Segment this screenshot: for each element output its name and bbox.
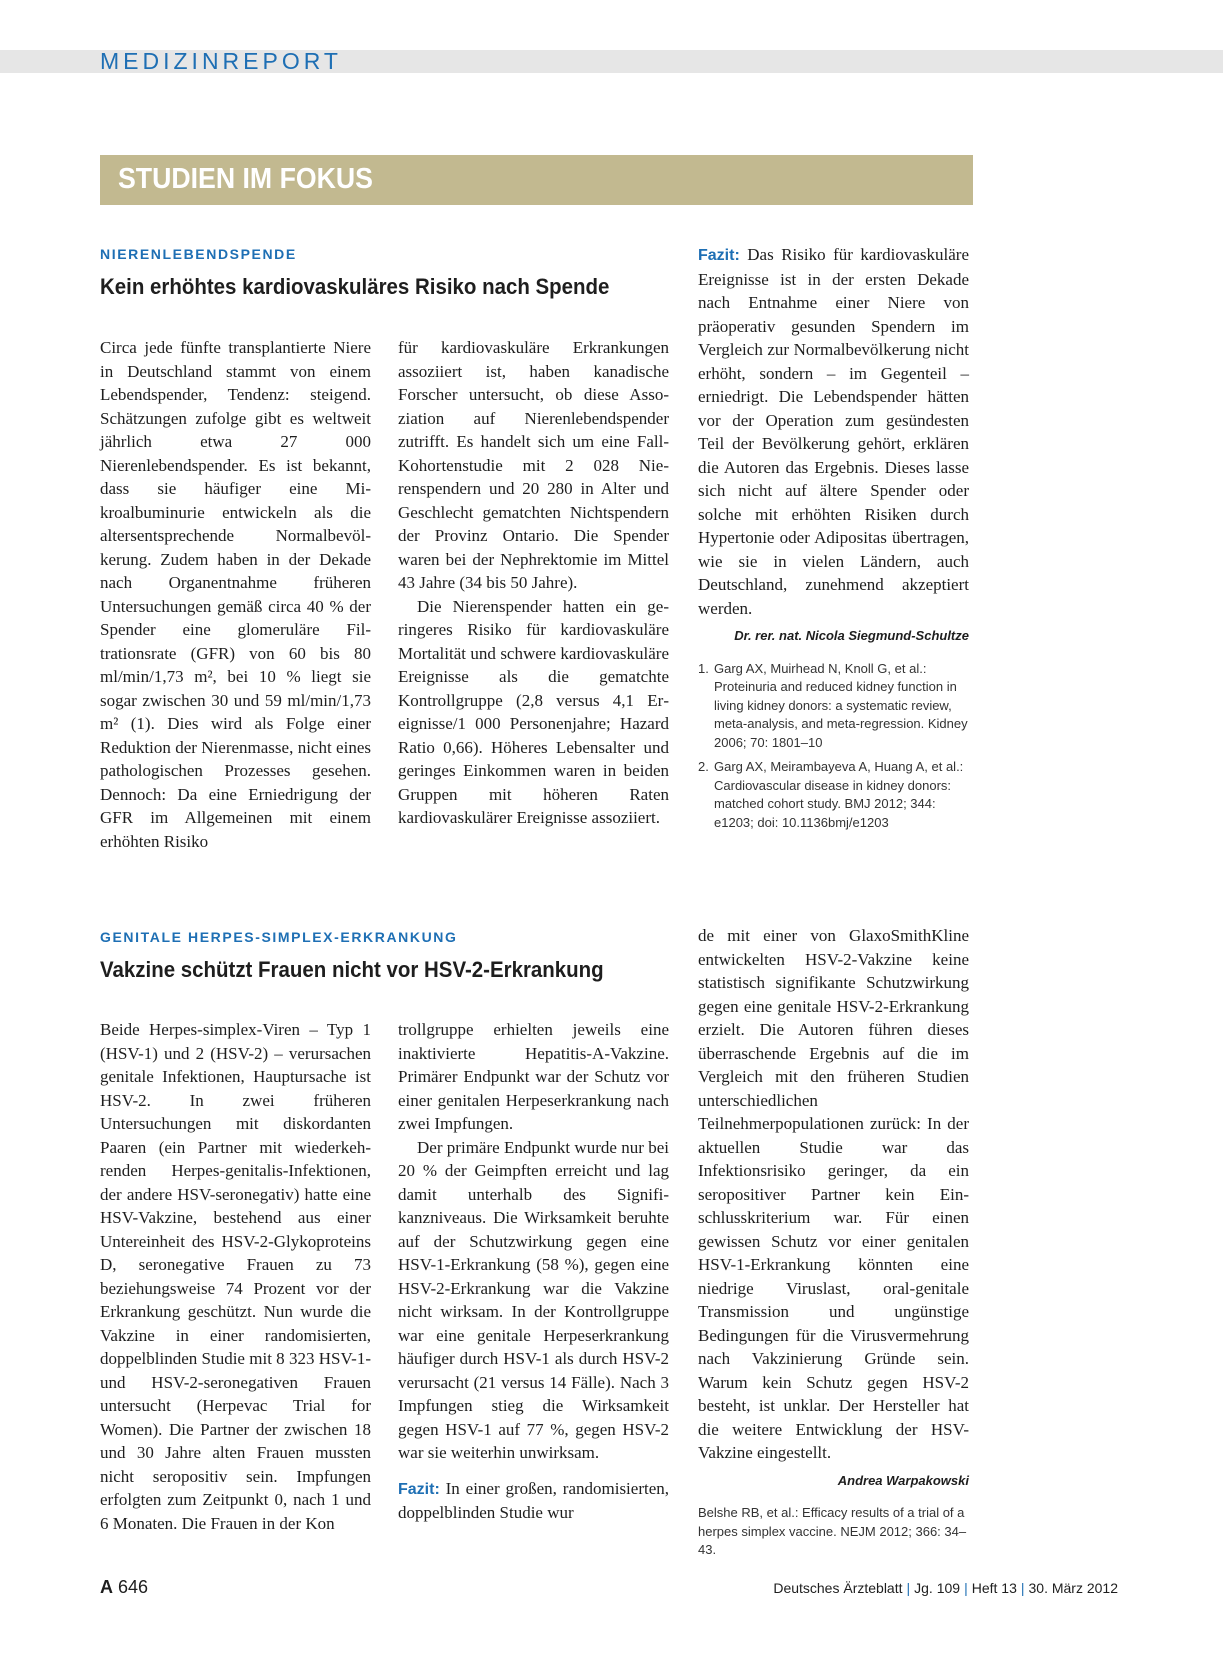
reference-item: 2. Garg AX, Meirambayeva A, Huang A, et al.: Cardiovascular disease in kidney donors: matched cohort study. BMJ 2012; 344: e1203; doi: 10.1136bmj/e1203 [698, 759, 964, 830]
article1-kicker: NIERENLEBENDSPENDE [100, 246, 297, 262]
fazit-label: Fazit: [398, 1480, 440, 1498]
article1-fazit-text: Das Risiko für kardiovaskuläre Ereignisse ist in der ersten Dekade nach Entnahme einer Niere von präoperativ gesunden Spendern im Vergleich zur Normalbevölkerung nicht erhöht, sondern – im Gegenteil – erniedrigt. Die Lebendspender hätten vor der Operation zum gesündesten Teil der Bevölkerung gehört, erklären die Autoren das Ergebnis. Dieses lasse sich nicht auf ältere Spender oder solche mit erhöhten Risiken durch Hypertonie oder Adipositas übertragen, wie sie in vielen Ländern, auch Deutschland, zunehmend akzeptiert werden. [698, 245, 969, 618]
article2-headline: Vakzine schützt Frauen nicht vor HSV-2-Erkrankung [100, 957, 604, 982]
article2-col1-text: Beide Herpes-simplex-Viren – Typ 1 (HSV-1) und 2 (HSV-2) – verursachen genitale Infektionen, Hauptursache ist HSV-2. In zwei früheren Untersuchungen mit diskordanten Paaren (ein Partner mit wiederkehrenden Herpes-genitalis-Infektionen, der andere HSV-seronegativ) hatte eine HSV-Vakzine, bestehend aus einer Untereinheit des HSV-2-Glykoproteins D, seronegative Frauen zu 73 beziehungsweise 74 Prozent vor der Erkrankung geschützt. Nun wurde die Vakzine in einer randomisierten, doppelblinden Studie mit 8 323 HSV-1- und HSV-2-seronegativen Frauen untersucht (Herpevac Trial for Women). Die Partner der zwischen 18 und 30 Jahre alten Frauen mussten nicht seropositiv sein. Impfungen erfolgten zum Zeitpunkt 0, nach 1 und 6 Monaten. Die Frauen in der Kon [100, 1020, 371, 1533]
article1-author: Dr. rer. nat. Nicola Siegmund-Schultze [734, 628, 969, 643]
article2-column-2 [398, 1018, 669, 1525]
article1-column-3 [698, 243, 969, 838]
reference-item: 1. Garg AX, Muirhead N, Knoll G, et al.: Proteinuria and reduced kidney function in living kidney donors: a systematic review, meta-analysis, and meta-regression. Kidney 2006; 70: 1801–10 [698, 660, 968, 750]
article2-col2-paragraph-2: Der primäre Endpunkt wurde nur bei 20 % der Geimpften erreicht und lag damit unterhalb des Signifikanzniveaus. Die Wirksamkeit beruhte auf der Schutzwirkung gegen eine HSV-1-Erkrankung (58 %), gegen eine HSV-2-Erkrankung war die Vakzine nicht wirksam. In der Kontrollgruppe war eine genitale Herpeserkrankung häufiger durch HSV-1 als durch HSV-2 verursacht (21 versus 14 Fälle). Nach 3 Impfungen stieg die Wirksamkeit gegen HSV-1 auf 77 %, gegen HSV-2 war sie weiterhin unwirksam. [398, 1137, 669, 1462]
article2-fazit [398, 1477, 669, 1525]
studien-banner [100, 155, 973, 205]
article2-column-1 [100, 1018, 371, 1535]
journal-issue: Heft 13 [971, 1580, 1017, 1596]
section-label: MEDIZINREPORT [100, 48, 342, 74]
journal-footer: Deutsches Ärzteblatt | Jg. 109 | Heft 13 | 30. März 2012 [773, 1580, 1118, 1596]
fazit-label: Fazit: [698, 247, 740, 264]
article2-kicker: GENITALE HERPES-SIMPLEX-ERKRANKUNG [100, 929, 458, 945]
article2-col2-paragraph-1: trollgruppe erhielten jeweils eine inaktivierte Hepatitis-A-Vakzine. Primärer Endpunkt war der Schutz vor einer genitalen Herpeserkrankung nach zwei Impfungen. [398, 1020, 669, 1133]
journal-date: 30. März 2012 [1028, 1580, 1118, 1596]
article1-column-2 [398, 336, 669, 830]
page-number: A 646 [100, 1577, 149, 1597]
journal-name: Deutsches Ärzteblatt [773, 1580, 903, 1596]
article1-fazit [698, 243, 969, 620]
article1-col1-text: Circa jede fünfte transplantierte Niere in Deutschland stammt von einem Lebendspender, Tendenz: steigend. Schätzungen zufolge gibt es weltweit jährlich etwa 27 000 Nierenlebendspender. Es ist bekannt, dass sie häufiger eine Mikroalbuminurie entwickeln als die altersentsprechende Normalbevölkerung. Zudem haben in der Dekade nach Organentnahme früheren Untersuchungen gemäß circa 40 % der Spender eine glomeruläre Filtrationsrate (GFR) von 60 bis 80 ml/min/1,73 m², bei 10 % liegt sie sogar zwischen 30 und 59 ml/​min/1,73 m² (1). Dies wird als Folge einer Reduktion der Nierenmasse, nicht eines pathologischen Prozesses gesehen. Dennoch: Da eine Erniedrigung der GFR im Allgemeinen mit einem erhöhten Risiko [100, 338, 371, 851]
article1-headline: Kein erhöhtes kardiovaskuläres Risiko nach Spende [100, 274, 610, 299]
article1-col2-paragraph-2: Die Nierenspender hatten ein geringeres Risiko für kardiovaskuläre Mortalität und schwere kardiovaskuläre Ereignisse als die gematchte Kontrollgruppe (2,8 versus 4,1 Ereignisse/1 000 Personenjahre; Hazard Ratio 0,66). Höheres Lebensalter und geringes Einkommen waren in beiden Gruppen mit höheren Raten kardiovaskulärer Ereignisse assoziiert. [398, 596, 669, 827]
article2-fazit-text: In einer großen, randomisierten, doppelblinden Studie wur [398, 1478, 670, 1522]
article2-author: Andrea Warpakowski [837, 1472, 969, 1488]
journal-volume: Jg. 109 [914, 1580, 961, 1596]
article2-reference: Belshe RB, et al.: Efficacy results of a trial of a herpes simplex vaccine. NEJM 2012; 366: 34–43. [698, 1505, 967, 1557]
banner-title: STUDIEN IM FOKUS [118, 163, 373, 195]
article1-references [698, 660, 969, 833]
article1-col2-paragraph-1: für kardiovaskuläre Erkrankungen assoziiert ist, haben kanadische Forscher untersucht, ob diese Assoziation auf Nierenlebendspender zutrifft. Es handelt sich um eine Fall-Kohortenstudie mit 2 028 Nierenspendern und 20 280 in Alter und Geschlecht gematchten Nichtspendern der Provinz Ontario. Die Spender waren bei der Nephrektomie im Mittel 43 Jahre (34 bis 50 Jahre). [398, 338, 669, 592]
article1-column-1 [100, 336, 371, 853]
article2-col3-text: de mit einer von GlaxoSmithKline entwickelten HSV-2-Vakzine keine statistisch signifikante Schutzwirkung gegen eine genitale HSV-2-Erkrankung erzielt. Die Autoren führen dieses überraschende Ergebnis auf die im Vergleich mit den früheren Studien unterschiedlichen Teilnehmerpopulationen zurück: In der aktuellen Studie war das Infektionsrisiko geringer, da ein seropositiver Partner kein Einschlusskriterium war. Für einen gewissen Schutz vor einer genitalen HSV-1-Erkrankung könnten eine niedrige Viruslast, oral-genitale Transmission und ungünstige Bedingungen für die Virusvermehrung nach Vakzinierung Gründe sein. Warum kein Schutz gegen HSV-2 besteht, ist unklar. Der Hersteller hat die weitere Entwicklung der HSV-Vakzine eingestellt. [698, 926, 969, 1462]
article2-column-3 [698, 924, 969, 1560]
